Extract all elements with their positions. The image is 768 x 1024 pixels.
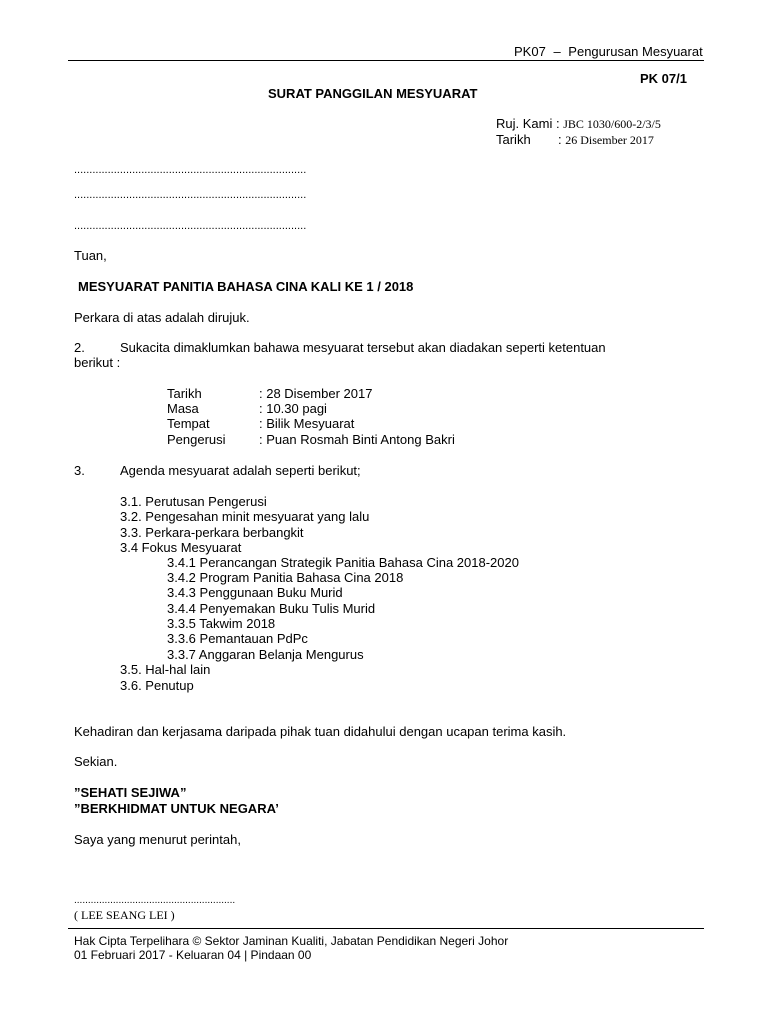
header-rule (68, 60, 704, 61)
address-line-3: ............................................................................ (74, 220, 307, 232)
agenda-item: 3.2. Pengesahan minit mesyuarat yang lalu (120, 509, 370, 524)
detail-label: Pengerusi (167, 432, 226, 447)
detail-row-chair (167, 432, 455, 447)
agenda-subitem: 3.4.2 Program Panitia Bahasa Cina 2018 (167, 570, 404, 585)
letter-title: SURAT PANGGILAN MESYUARAT (268, 86, 478, 101)
agenda-item: 3.1. Perutusan Pengerusi (120, 494, 267, 509)
paragraph-1: Perkara di atas adalah dirujuk. (74, 310, 250, 325)
detail-value: : Puan Rosmah Binti Antong Bakri (259, 432, 455, 447)
subject-line: MESYUARAT PANITIA BAHASA CINA KALI KE 1 / 2018 (78, 279, 414, 294)
detail-value: : 10.30 pagi (259, 401, 327, 416)
motto-line-2: ”BERKHIDMAT UNTUK NEGARA’ (74, 801, 279, 816)
date-label: Tarikh (496, 132, 531, 147)
detail-row-time (167, 401, 327, 416)
reference-ruj: Ruj. Kami : JBC 1030/600-2/3/5 (496, 116, 661, 131)
salutation: Tuan, (74, 248, 107, 263)
detail-row-venue (167, 416, 354, 431)
closing-paragraph: Kehadiran dan kerjasama daripada pihak tuan didahului dengan ucapan terima kasih. (74, 724, 567, 739)
ruj-label: Ruj. Kami (496, 116, 553, 131)
sekian: Sekian. (74, 754, 118, 769)
motto-line-1: ”SEHATI SEJIWA” (74, 785, 187, 800)
detail-value: : Bilik Mesyuarat (259, 416, 355, 431)
paragraph-2-line-2: berikut : (74, 355, 121, 370)
signatory-name: ( LEE SEANG LEI ) (74, 908, 175, 922)
document-header (514, 44, 703, 60)
agenda-subitem: 3.4.3 Penggunaan Buku Murid (167, 585, 343, 600)
paragraph-3-text: Agenda mesyuarat adalah seperti berikut; (120, 463, 361, 478)
header-dash: – (553, 44, 561, 59)
footer-issue: 01 Februari 2017 - Keluaran 04 | Pindaan 00 (74, 948, 312, 962)
agenda-subitem: 3.3.5 Takwim 2018 (167, 616, 276, 631)
reference-date: Tarikh : 26 Disember 2017 (496, 132, 654, 147)
signoff: Saya yang menurut perintah, (74, 832, 241, 847)
header-section: Pengurusan Mesyuarat (568, 44, 703, 59)
agenda-subitem: 3.3.7 Anggaran Belanja Mengurus (167, 647, 364, 662)
detail-label: Tempat (167, 416, 210, 431)
agenda-subitem: 3.3.6 Pemantauan PdPc (167, 631, 308, 646)
detail-label: Masa (167, 401, 199, 416)
paragraph-2-line-1: Sukacita dimaklumkan bahawa mesyuarat tersebut akan diadakan seperti ketentuan (120, 340, 606, 355)
agenda-item: 3.5. Hal-hal lain (120, 662, 211, 677)
agenda-subitem: 3.4.1 Perancangan Strategik Panitia Bahasa Cina 2018-2020 (167, 555, 519, 570)
signature-line: .......................................................... (74, 895, 236, 906)
detail-value: : 28 Disember 2017 (259, 386, 373, 401)
agenda-item: 3.6. Penutup (120, 678, 194, 693)
detail-label: Tarikh (167, 386, 202, 401)
paragraph-3-number: 3. (74, 463, 85, 478)
detail-row-date (167, 386, 372, 401)
agenda-item: 3.3. Perkara-perkara berbangkit (120, 525, 304, 540)
footer-rule (68, 928, 704, 929)
address-line-2: ............................................................................ (74, 189, 307, 201)
address-line-1: ............................................................................ (74, 164, 307, 176)
form-code: PK 07/1 (640, 71, 687, 86)
ruj-value: JBC 1030/600-2/3/5 (563, 117, 661, 131)
agenda-item: 3.4 Fokus Mesyuarat (120, 540, 242, 555)
date-value: 26 Disember 2017 (565, 133, 654, 147)
header-code: PK07 (514, 44, 546, 59)
footer-copyright: Hak Cipta Terpelihara © Sektor Jaminan Kualiti, Jabatan Pendidikan Negeri Johor (74, 934, 509, 948)
paragraph-2-number: 2. (74, 340, 85, 355)
agenda-subitem: 3.4.4 Penyemakan Buku Tulis Murid (167, 601, 376, 616)
